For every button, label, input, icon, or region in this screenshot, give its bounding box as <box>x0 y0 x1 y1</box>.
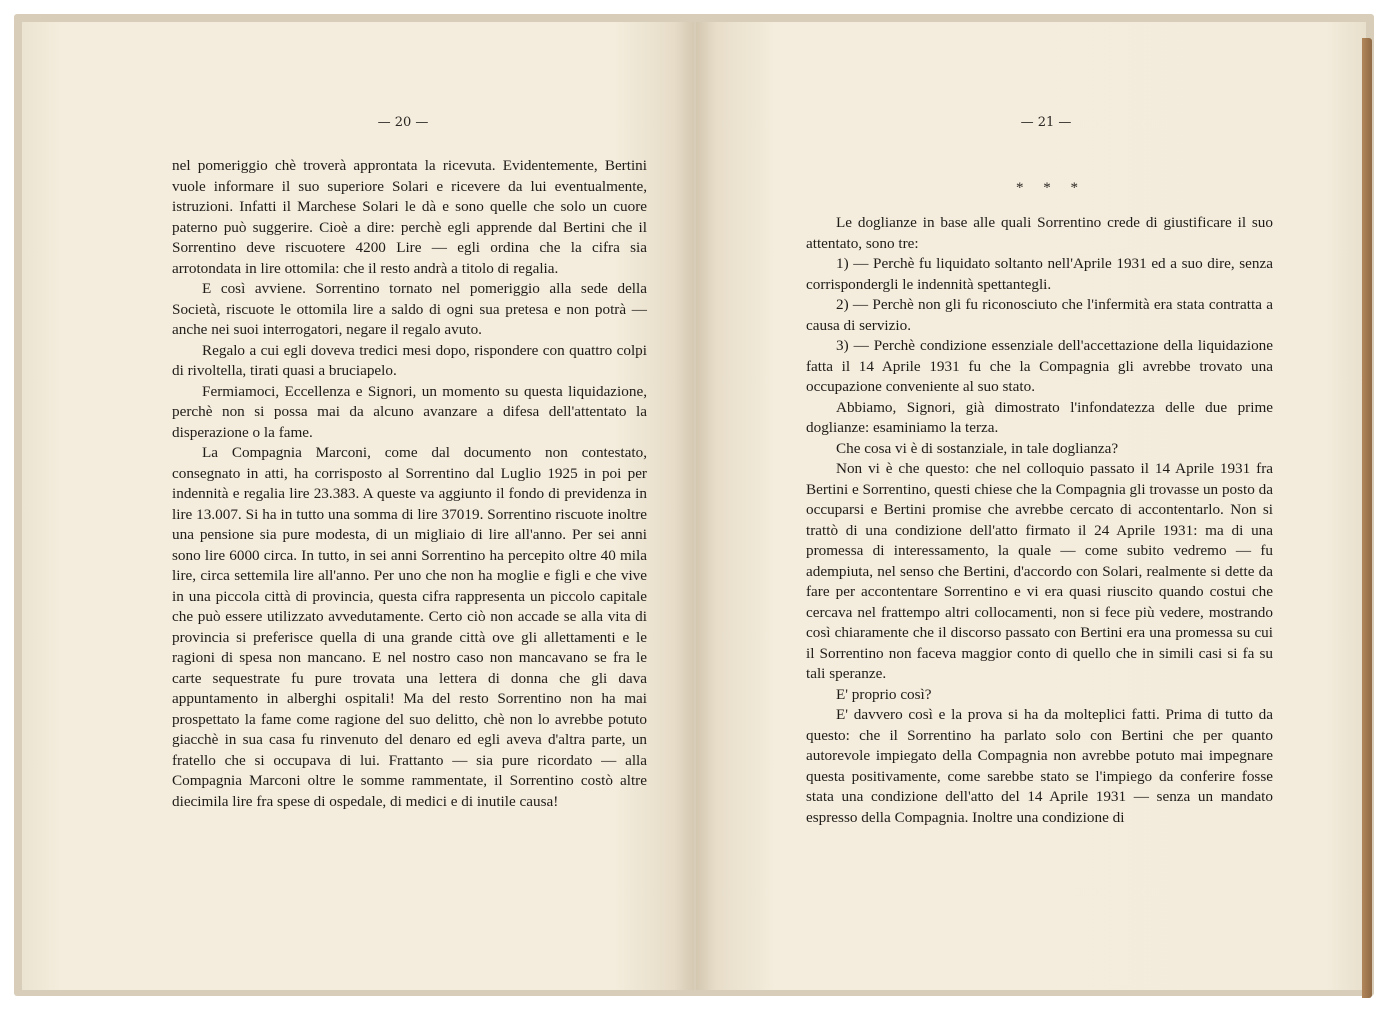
paragraph: E così avviene. Sorrentino tornato nel pomeriggio alla sede della Società, riscuote le ottomila lire a saldo di ogni sua pretesa e non potrà — anche nei suoi interrogatori, negare il regalo avuto. <box>172 280 647 338</box>
left-page <box>22 22 694 990</box>
paragraph: La Compagnia Marconi, come dal documento non contestato, consegnato in atti, ha corrisposto al Sorrentino dal Luglio 1925 in poi per indennità e regalia lire 23.383. A queste va aggiunto il fondo di previdenza in lire 13.007. Si ha in tutto una somma di lire 37019. Sorrentino riscuote inoltre una pensione sia pure modesta, di un migliaio di lire all'anno. Per sei anni sono lire 6000 circa. In tutto, in sei anni Sorrentino ha percepito oltre 40 mila lire, circa settemila lire all'anno. Per uno che non ha moglie e figli e che vive in una piccola città di provincia, questa cifra rappresenta un piccolo capitale che può essere utilizzato avvedutamente. Certo ciò non accade se alla vita di provincia si preferisce quella di una grande città ove gli allettamenti e le ragioni di spesa non mancano. E nel nostro caso non mancavano se fra le carte sequestrate fu pure trovata una lettera di donna che gli dava appuntamento in alberghi ospitali! Ma del resto Sorrentino non ha mai prospettato la fame come ragione del suo delitto, chè non lo avrebbe potuto giacchè in sua casa fu rinvenuto del denaro ed egli aveva d'altra parte, un fratello che si occupava di lui. Frattanto — sia pure ricordato — alla Compagnia Marconi oltre le somme rammentate, il Sorrentino costò altre diecimila lire fra spese di ospedale, di medici e di inutile causa! <box>172 444 647 810</box>
cover-edge <box>1362 38 1372 998</box>
paragraph: Abbiamo, Signori, già dimostrato l'infondatezza delle due prime doglianze: esaminiamo la terza. <box>806 398 1273 436</box>
open-booklet <box>14 14 1374 996</box>
page-body <box>172 156 647 812</box>
right-page <box>696 22 1366 990</box>
page-number: — 21 — <box>1020 115 1072 130</box>
page-body <box>806 213 1273 828</box>
paragraph: nel pomeriggio chè troverà approntata la ricevuta. Evidentemente, Bertini vuole informare il suo superiore Solari e ricevere da lui eventualmente, istruzioni. Infatti il Marchese Solari le dà e sono quelle che solo un cuore paterno può suggerire. Cioè a dire: perchè egli apprende dal Bertini che il Sorrentino deve riscuotere 4200 Lire — egli ordina che la cifra sia arrotondata in lire ottomila: che il resto andrà a titolo di regalia. <box>172 157 647 277</box>
page-number: — 20 — <box>377 115 429 130</box>
section-separator: * * * <box>1016 180 1086 196</box>
paragraph: Non vi è che questo: che nel colloquio passato il 14 Aprile 1931 fra Bertini e Sorrentino, questi chiese che la Compagnia gli trovasse un posto da occuparsi e Bertini promise che avrebbe cercato di accontentarlo. Non si trattò di una condizione dell'atto firmato il 24 Aprile 1931: ma di una promessa di interessamento, la quale — come subito vedremo — fu adempiuta, nel senso che Bertini, d'accordo con Solari, realmente si dette da fare per accontentare Sorrentino e vi era quasi riuscito quando costui che cercava nel frattempo altri collocamenti, non si fece più vedere, mostrando così chiaramente che il discorso passato con Bertini era una promessa su cui il Sorrentino non faceva maggior conto di quello che in simili casi si fa su tali speranze. <box>806 460 1273 682</box>
paragraph: Le doglianze in base alle quali Sorrentino crede di giustificare il suo attentato, sono tre: <box>806 214 1273 252</box>
paragraph: E' davvero così e la prova si ha da molteplici fatti. Prima di tutto da questo: che il Sorrentino ha parlato solo con Bertini che per quanto autorevole impiegato della Compagnia non avrebbe potuto mai impegnare questa positivamente, come sarebbe stato se l'impiego da conferire fosse stata una condizione dell'atto del 14 Aprile 1931 — senza un mandato espresso della Compagnia. Inoltre una condizione di <box>806 706 1273 826</box>
paragraph: Fermiamoci, Eccellenza e Signori, un momento su questa liquidazione, perchè non si possa mai da alcuno avanzare a difesa dell'attentato la disperazione o la fame. <box>172 382 647 441</box>
paragraph: 2) — Perchè non gli fu riconosciuto che l'infermità era stata contratta a causa di servizio. <box>806 296 1273 334</box>
paragraph: 1) — Perchè fu liquidato soltanto nell'Aprile 1931 ed a suo dire, senza corrispondergli le indennità spettantegli. <box>806 255 1273 293</box>
paragraph: E' proprio così? <box>836 685 932 703</box>
paragraph: 3) — Perchè condizione essenziale dell'accettazione della liquidazione fatta il 14 Aprile 1931 fu che la Compagnia gli avrebbe trovato una occupazione conveniente al suo stato. <box>806 337 1273 395</box>
paragraph: Regalo a cui egli doveva tredici mesi dopo, rispondere con quattro colpi di rivoltella, tirati quasi a bruciapelo. <box>172 341 647 379</box>
paragraph: Che cosa vi è di sostanziale, in tale doglianza? <box>836 439 1119 457</box>
